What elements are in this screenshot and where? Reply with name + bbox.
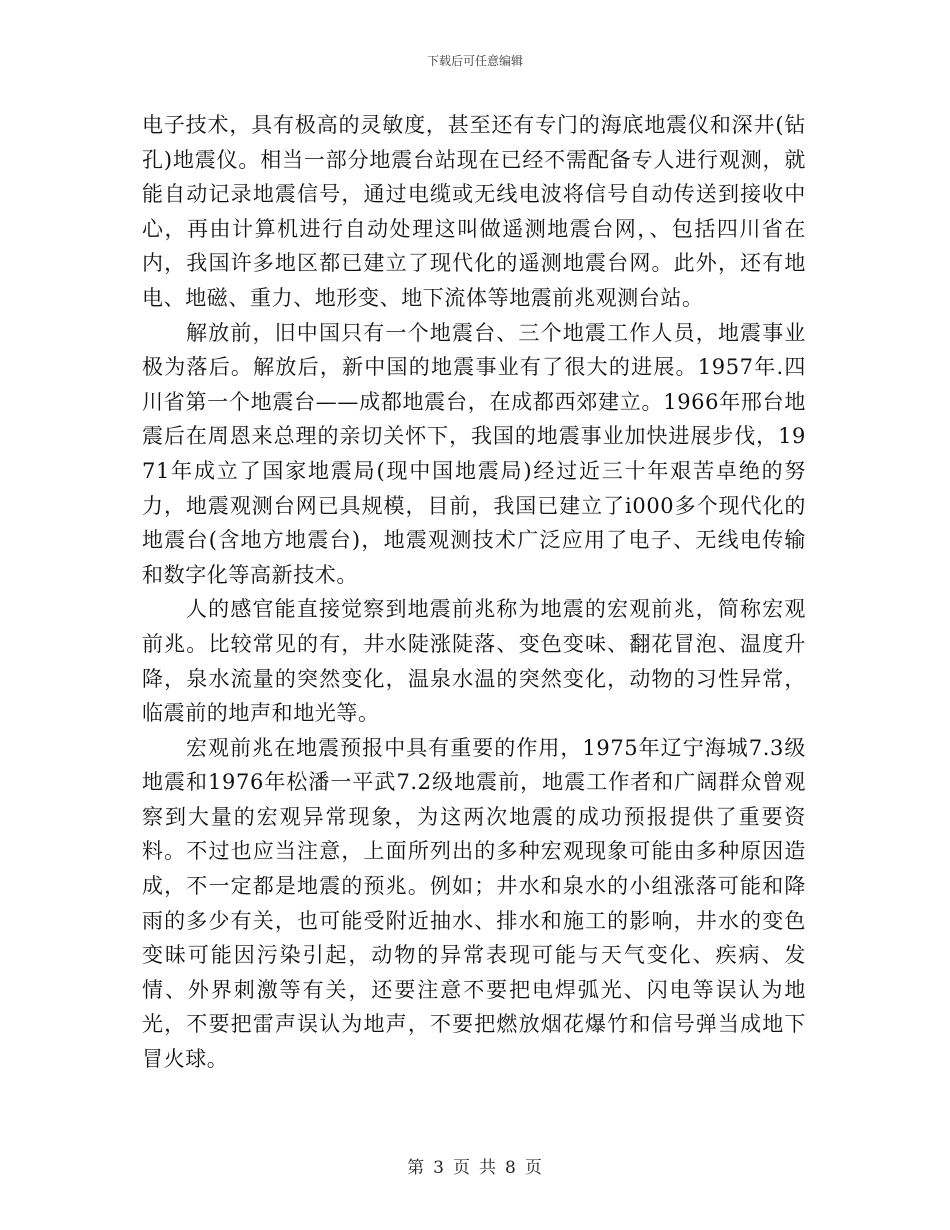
paragraph-3: 人的感官能直接觉察到地震前兆称为地震的宏观前兆，简称宏观前兆。比较常见的有，井水陡涨陡落、变色变味、翻花冒泡、温度升降，泉水流量的突然变化，温泉水温的突然变化，动物的习性异常，临震前的地声和地光等。: [142, 597, 806, 726]
header-note: 下载后可任意编辑: [426, 54, 523, 68]
paragraph-2: 解放前，旧中国只有一个地震台、三个地震工作人员，地震事业极为落后。解放后，新中国的地震事业有了很大的进展。1957年.四川省第一个地震台——成都地震台，在成都西郊建立。1966年邢台地震后在周恩来总理的亲切关怀下，我国的地震事业加快进展步伐，1971年成立了国家地震局(现中国地震局)经过近三十年艰苦卓绝的努力，地震观测台网已具规模，目前，我国已建立了i000多个现代化的地震台(含地方地震台)，地震观测技术广泛应用了电子、无线电传输和数字化等高新技术。: [142, 320, 806, 587]
paragraph-1: 电子技术，具有极高的灵敏度，甚至还有专门的海底地震仪和深井(钻孔)地震仪。相当一部分地震台站现在已经不需配备专人进行观测，就能自动记录地震信号，通过电缆或无线电波将信号自动传送到接收中心，再由计算机进行自动处理这叫做遥测地震台网，、包括四川省在内，我国许多地区都已建立了现代化的遥测地震台网。此外，还有地电、地磁、重力、地形变、地下流体等地震前兆观测台站。: [142, 113, 806, 310]
footer-label-unit2: 页: [524, 1158, 543, 1178]
footer-label-total: 共: [479, 1158, 497, 1178]
footer-label-unit: 页: [453, 1158, 471, 1178]
body-text: [142, 108, 806, 1077]
paragraph-4: 宏观前兆在地震预报中具有重要的作用，1975年辽宁海城7.3级地震和1976年松潘一平武7.2级地震前，地震工作者和广阔群众曾观察到大量的宏观异常现象，为这两次地震的成功预报提供了重要资料。不过也应当注意，上面所列出的多种宏观现象可能由多种原因造成，不一定都是地震的预兆。例如；井水和泉水的小组涨落可能和降雨的多少有关，也可能受附近抽水、排水和施工的影响，井水的变色变昧可能因污染引起，动物的异常表现可能与天气变化、疾病、发情、外界刺激等有关，还要注意不要把电焊弧光、闪电等误认为地光，不要把雷声误认为地声，不要把燃放烟花爆竹和信号弹当成地下冒火球。: [142, 735, 806, 1072]
footer-current-page: 3: [433, 1158, 445, 1178]
page-footer: [0, 1153, 950, 1178]
footer-label-page: 第: [407, 1158, 426, 1178]
footer-total-pages: 8: [505, 1158, 517, 1178]
